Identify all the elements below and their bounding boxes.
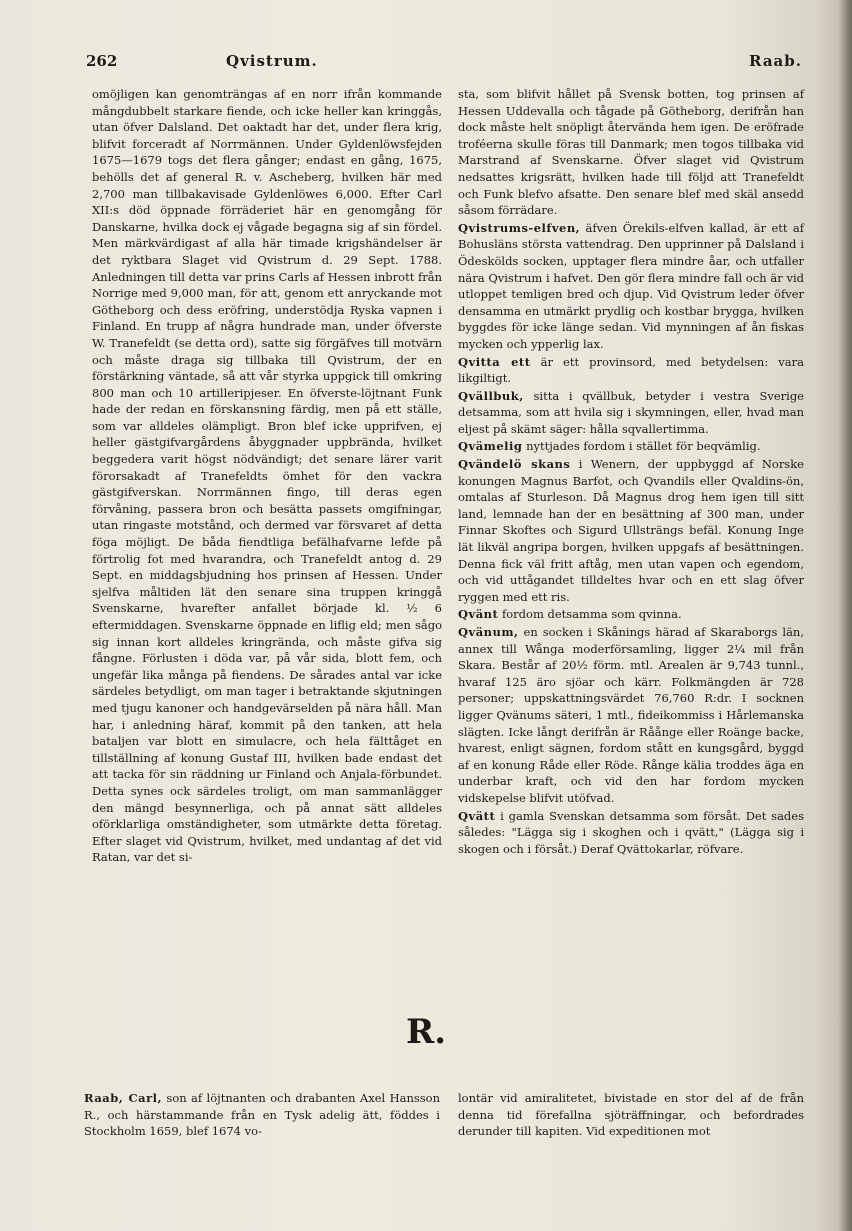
section-letter: R. bbox=[405, 1012, 447, 1052]
entry-qvitta-ett bbox=[458, 354, 804, 387]
entry-body: en socken i Skånings härad af Skaraborgs län, annex till Wånga moderförsamling, ligger 2¼ mil från Skara. Består af 20½ förm. mtl. Arealen är 9,743 tunnl., hvaraf 125 äro sjöar och kärr. Folkmängden är 728 personer; uppskattningsvärdet 76,760 R:dr. I socknen ligger Qvänums säteri, 1 mtl., fideikommiss i Hårlemanska slägten. Icke långt derifrån är Råånge eller Roänge backe, hvarest, enligt sägnen, fordom stått en kungsgård, byggd af en konung Råde eller Röde. Rånge kälia troddes äga en underbar kraft, och vid den har fordom mycken vidskepelse blifvit utöfvad. bbox=[458, 625, 804, 805]
entry-qvanum bbox=[458, 624, 804, 807]
entry-body: sitta i qvällbuk, betyder i vestra Sverige detsamma, som att hvila sig i skymningen, eller, hvad man eljest på skämt säger: hålla sqvallertimma. bbox=[458, 388, 804, 436]
entry-qvandelo-skans bbox=[458, 456, 804, 605]
entry-body: äfven Örekils-elfven kallad, är ett af Bohusläns största vattendrag. Den upprinner på Dalsland i Ödeskölds socken, upptager flera mindre åar, och utfaller nära Qvistrum i hafvet. Den gör flera mindre fall och är vid utloppet temligen bred och djup. Vid Qvistrum leder öfver densamma en utmärkt prydlig och kostbar brygga, hvilken byggdes för icke länge sedan. Vid mynningen af ån fiskas mycken och ypperlig lax. bbox=[458, 220, 804, 351]
entry-body: son af löjtnanten och drabanten Axel Hansson R., och härstammande från en Tysk adelig ätt, föddes i Stockholm 1659, blef 1674 vo- bbox=[84, 1091, 440, 1139]
right-running-head: Raab. bbox=[749, 52, 802, 70]
page-number: 262 bbox=[86, 52, 118, 70]
entry-body: nyttjades fordom i stället för beqvämlig. bbox=[522, 439, 761, 454]
entry-body: är ett provinsord, med betydelsen: vara likgiltigt. bbox=[458, 354, 804, 386]
left-column bbox=[92, 86, 442, 866]
entry-head: Qvänum, bbox=[458, 625, 519, 639]
entry-qvallbuk bbox=[458, 388, 804, 438]
entry-head: Qvitta ett bbox=[458, 354, 531, 369]
entry-raab-carl bbox=[84, 1090, 440, 1140]
left-column-text: omöjligen kan genomträngas af en norr ifrån kommande mångdubbelt starkare fiende, och icke heller kan kringgås, utan öfver Dalsland. Det oaktadt har det, under flera krig, blifvit forceradt af Norrmännen. Under Gyldenlöwsfejden 1675—1679 togs det flera gånger; endast en gång, 1675, behölls det af general R. v. Ascheberg, hvilken här med 2,700 man tillbakavisade Gyldenlöwes 6,000. Efter Carl XII:s död öppnade förräderiet här en genomgång för Danskarne, hvilka dock ej vågade begagna sig af sin fördel. Men märkvärdigast af alla här timade krigshändelser är det ryktbara Slaget vid Qvistrum d. 29 Sept. 1788. Anledningen till detta var prins Carls af Hessen inbrott från Norrige med 9,000 man, för att, genom ett anryckande mot Götheborg och dess eröfring, understödja Ryska vapnen i Finland. En trupp af några hundrade man, under öfverste W. Tranefeldt (se detta ord), satte sig förgäfves till motvärn och måste draga sig tillbaka till Qvistrum, der en förstärkning väntade, så att vår styrka uppgick till omkring 800 man och 10 artilleripjeser. En öfverste-löjtnant Funk hade der redan en förskansning färdig, men på ett ställe, som var alldeles olämpligt. Bron blef icke upprifven, ej heller gästgifvargårdens åbyggnader uppbrända, hvilket beggedera varit högst nödvändigt; det senare lärer varit förorsakadt af Tranefeldts ömhet för den vackra gästgifverskan. Norrmännen fingo, till deras egen förvåning, passera bron och besätta passets omgifningar, utan ringaste motstånd, och dermed var försvaret af detta föga möjligt. De båda fiendtliga befälhafvarne lefde på förtrolig fot med hvarandra, och Tranefeldt antog d. 29 Sept. en middagsbjudning hos prinsen af Hessen. Under sjelfva måltiden lät den senare sina truppen kringgå Svenskarne, hvarefter anfallet började kl. ½ 6 eftermiddagen. Svenskarne öppnade en liflig eld; men sågo sig innan kort alldeles kringrända, och måste gifva sig fångne. Förlusten i döda var, på vår sida, blott fem, och ungefär lika många på fiendens. De sårades antal var icke särdeles betydligt, om man tager i betraktande skjutningen med tjugu kanoner och handgevärselden på nära håll. Man har, i anledning häraf, kommit på den tanken, att hela bataljen var blott en simulacre, och hela fälttåget en tillställning af konung Gustaf III, hvilken bade endast det att tacka för sin räddning ur Finland och Anjala-förbundet. Detta synes ock särdeles troligt, om man sammanlägger den mängd besynnerliga, och på annat sätt alldeles oförklarliga omständigheter, som utmärkte detta företag. Efter slaget vid Qvistrum, hvilket, med undantag af det vid Ratan, var det si- bbox=[92, 87, 442, 865]
entry-head: Qvämelig bbox=[458, 439, 523, 454]
entry-qvatt bbox=[458, 808, 804, 858]
entry-body: fordom detsamma som qvinna. bbox=[498, 607, 682, 622]
right-column bbox=[458, 86, 804, 857]
left-running-head: Qvistrum. bbox=[226, 52, 318, 70]
entry-raab-carl-continued: lontär vid amiralitetet, bivistade en stor del af de från denna tid förefallna sjöträffningar, och befordrades derunder till kapiten. Vid expeditionen mot bbox=[458, 1091, 804, 1139]
entry-head: Qvistrums-elfven, bbox=[458, 220, 581, 235]
entry-head: Raab, Carl, bbox=[84, 1091, 163, 1105]
entry-qvistrums-elfven bbox=[458, 220, 804, 353]
page-header bbox=[86, 52, 802, 74]
entry-head: Qvällbuk, bbox=[458, 388, 524, 403]
right-column-continuation: sta, som blifvit hållet på Svensk botten, tog prinsen af Hessen Uddevalla och tågade på Götheborg, derifrån han dock måste helt snöpligt återvända hem igen. De eröfrade troféerna skulle föras till Danmark; men togos tillbaka vid Marstrand af Svenskarne. Öfver slaget vid Qvistrum nedsattes krigsrätt, hvilken hade till följd att Tranefeldt och Funk blefvo afsatte. Den senare blef med skäl ansedd såsom förrädare. bbox=[458, 87, 804, 218]
entry-body: i gamla Svenskan detsamma som försåt. Det sades således: "Lägga sig i skoghen och i qvätt," (Lägga sig i skogen och i försåt.) Deraf Qvättokarlar, röfvare. bbox=[458, 808, 804, 856]
entry-qvant bbox=[458, 606, 804, 623]
entry-head: Qvätt bbox=[458, 808, 496, 823]
entry-head: Qvändelö skans bbox=[458, 457, 571, 472]
entry-qvamelig bbox=[458, 438, 804, 455]
bottom-right-column bbox=[458, 1090, 804, 1140]
bottom-left-column bbox=[84, 1090, 440, 1140]
entry-head: Qvänt bbox=[458, 607, 499, 622]
entry-body: i Wenern, der uppbyggd af Norske konungen Magnus Barfot, och Qvandils eller Qvaldins-ön, omtalas af Sturleson. Då Magnus drog hem igen till sitt land, lemnade han der en besättning af 300 man, under Finnar Skoftes och Sigurd Ullsträngs befäl. Konung Inge lät likväl angripa borgen, hvilken uppgafs af besättningen. Denna fick väl fritt aftåg, men utan vapen och egendom, och vid uttågandet tilldeltes hvar och en ett slag öfver ryggen med ett ris. bbox=[458, 457, 804, 604]
